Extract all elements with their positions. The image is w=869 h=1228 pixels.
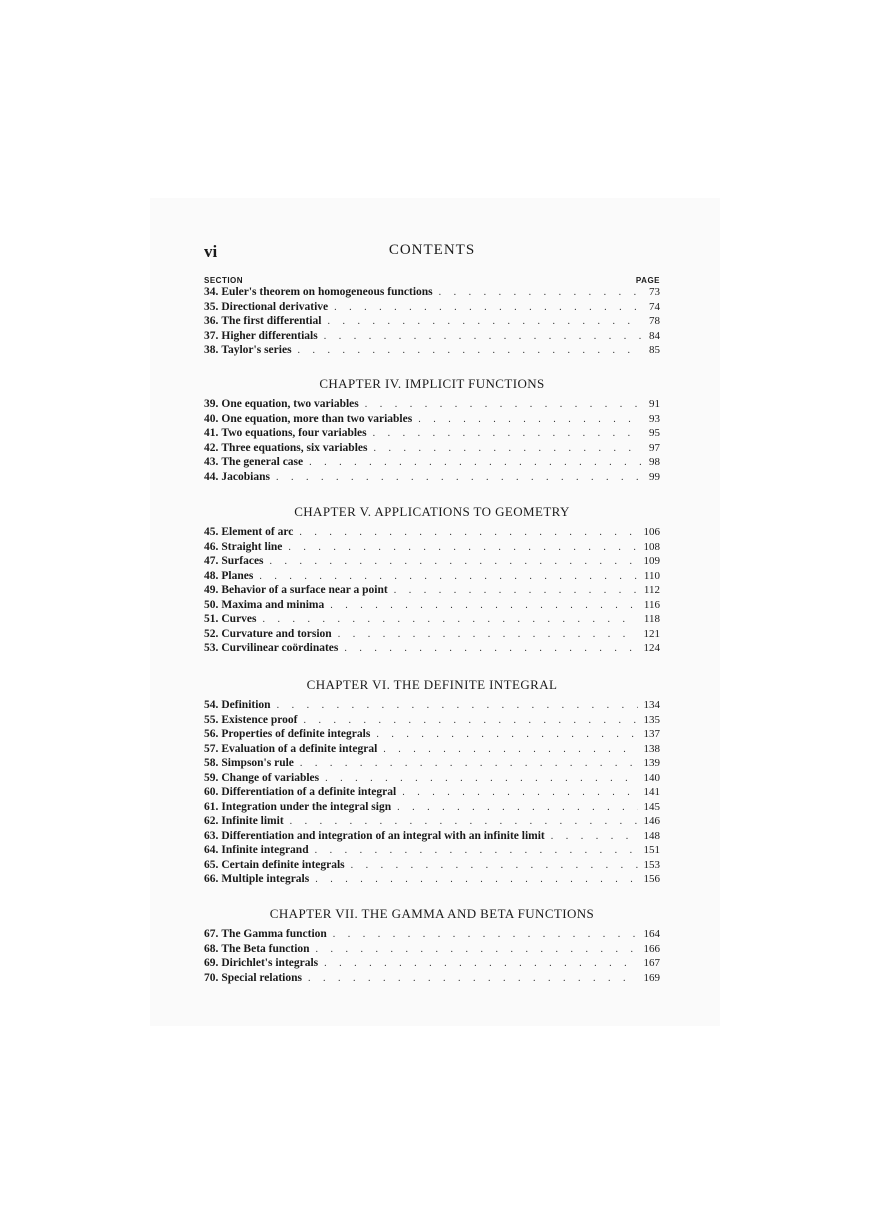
dot-leader: [276, 472, 643, 483]
toc-entry: [204, 301, 660, 316]
section-number: 42.: [204, 441, 219, 454]
page-column-heading: PAGE: [635, 276, 660, 285]
dot-leader: [298, 345, 643, 356]
toc-entry: [204, 413, 660, 428]
chapter-heading: CHAPTER VII. THE GAMMA AND BETA FUNCTIONS: [269, 906, 595, 921]
page-number: 146: [643, 815, 660, 827]
dot-leader: [300, 758, 638, 769]
page-number: 167: [643, 957, 660, 969]
chapter-heading: CHAPTER V. APPLICATIONS TO GEOMETRY: [294, 504, 570, 519]
page-number: 85: [649, 344, 660, 356]
page-number: 109: [643, 555, 660, 567]
section-number: 56.: [204, 728, 219, 740]
page-folio: vi: [204, 242, 218, 261]
toc-entry: [204, 526, 660, 541]
section-number: 39.: [204, 398, 219, 410]
section-title: Behavior of a surface near a point: [221, 584, 388, 596]
dot-leader: [309, 457, 643, 468]
toc-entry: [204, 859, 660, 874]
dot-leader: [299, 527, 637, 538]
running-title: CONTENTS: [388, 242, 476, 258]
section-title: Differentiation of a definite integral: [221, 786, 397, 798]
dot-leader: [418, 414, 643, 425]
section-title: Dirichlet's integrals: [221, 957, 319, 969]
section-title: Maxima and minima: [221, 598, 325, 611]
dot-leader: [338, 629, 638, 640]
dot-leader: [373, 443, 643, 454]
dot-leader: [402, 787, 637, 798]
section-number: 62.: [204, 815, 219, 827]
section-number: 58.: [204, 757, 219, 769]
toc-entry: [204, 344, 660, 359]
toc-entry: [204, 570, 660, 585]
section-title: Multiple integrals: [221, 873, 310, 885]
page-number: 98: [649, 456, 660, 468]
section-number: 45.: [204, 526, 219, 538]
section-title: Properties of definite integrals: [221, 728, 371, 740]
page-number: 106: [643, 526, 660, 538]
section-number: 69.: [204, 957, 219, 969]
section-title: Differentiation and integration of an integral with an infinite limit: [221, 829, 545, 842]
section-number: 50.: [204, 598, 219, 611]
page-number: 151: [643, 844, 660, 856]
dot-leader: [263, 614, 638, 625]
section-number: 46.: [204, 540, 219, 553]
page-number: 166: [643, 942, 660, 955]
page-number: 78: [649, 315, 660, 327]
toc-entry: [204, 928, 660, 943]
dot-leader: [270, 556, 638, 567]
toc-entry: [204, 286, 660, 301]
dot-leader: [315, 845, 638, 856]
dot-leader: [324, 958, 637, 969]
section-number: 66.: [204, 873, 219, 885]
section-number: 70.: [204, 971, 219, 984]
page-number: 153: [643, 858, 660, 871]
toc-entry: [204, 628, 660, 643]
section-title: Jacobians: [221, 470, 270, 483]
section-title: One equation, more than two variables: [221, 412, 413, 425]
section-title: Euler's theorem on homogeneous functions: [221, 286, 433, 298]
page-number: 116: [643, 598, 660, 611]
section-title: Integration under the integral sign: [221, 800, 392, 813]
dot-leader: [376, 729, 637, 740]
section-number: 64.: [204, 844, 219, 856]
toc-entry: [204, 699, 660, 714]
toc-entry: [204, 801, 660, 816]
toc-entry: [204, 757, 660, 772]
toc-entry: [204, 786, 660, 801]
dot-leader: [308, 973, 638, 984]
section-number: 60.: [204, 786, 219, 798]
page-number: 141: [643, 786, 660, 798]
section-number: 54.: [204, 699, 219, 711]
dot-leader: [277, 700, 638, 711]
section-number: 61.: [204, 800, 219, 813]
section-title: The Gamma function: [221, 928, 327, 940]
toc-entry: [204, 873, 660, 888]
section-title: Curvilinear coördinates: [221, 642, 339, 654]
section-title: Straight line: [221, 540, 283, 553]
entry-list: [204, 398, 660, 485]
dot-leader: [344, 643, 637, 654]
page-number: 91: [649, 398, 660, 410]
toc-entry: [204, 830, 660, 845]
page-number: 156: [643, 873, 660, 885]
section-title: Evaluation of a definite integral: [221, 742, 378, 755]
dot-leader: [333, 929, 638, 940]
section-number: 52.: [204, 627, 219, 640]
toc-entry: [204, 599, 660, 614]
toc-entry: [204, 541, 660, 556]
toc-entry: [204, 972, 660, 987]
toc-entry: [204, 442, 660, 457]
page-number: 134: [643, 699, 660, 711]
section-title: Planes: [221, 569, 254, 582]
section-title: Existence proof: [221, 713, 298, 726]
section-title: The Beta function: [221, 942, 310, 955]
dot-leader: [365, 399, 643, 410]
toc-entry: [204, 957, 660, 972]
page-number: 148: [643, 829, 660, 842]
toc-entry: [204, 398, 660, 413]
page-number: 73: [649, 286, 660, 298]
section-number: 47.: [204, 555, 219, 567]
page-number: 110: [643, 569, 660, 582]
dot-leader: [551, 831, 638, 842]
section-title: The general case: [221, 456, 304, 468]
section-number: 53.: [204, 642, 219, 654]
page-number: 145: [643, 800, 660, 813]
toc-entry: [204, 943, 660, 958]
dot-leader: [439, 287, 643, 298]
dot-leader: [325, 773, 637, 784]
chapter-heading: CHAPTER VI. THE DEFINITE INTEGRAL: [306, 677, 558, 692]
section-number: 43.: [204, 456, 219, 468]
section-title: Infinite limit: [221, 815, 284, 827]
section-number: 68.: [204, 942, 219, 955]
section-title: Curves: [221, 613, 257, 625]
page-number: 169: [643, 971, 660, 984]
section-title: Higher differentials: [221, 329, 318, 342]
dot-leader: [394, 585, 638, 596]
toc-entry: [204, 815, 660, 830]
dot-leader: [304, 715, 638, 726]
page-number: 164: [643, 928, 660, 940]
toc-entry: [204, 456, 660, 471]
toc-entry: [204, 613, 660, 628]
section-title: Directional derivative: [221, 300, 329, 313]
section-title: Certain definite integrals: [221, 858, 345, 871]
page-header: [204, 240, 660, 264]
section-number: 67.: [204, 928, 219, 940]
entry-list: [204, 526, 660, 657]
section-number: 59.: [204, 771, 219, 784]
page-number: 108: [643, 540, 660, 553]
page-number: 140: [643, 771, 660, 784]
section-number: 49.: [204, 584, 219, 596]
page-number: 121: [643, 627, 660, 640]
section-number: 51.: [204, 613, 219, 625]
dot-leader: [334, 302, 643, 313]
section-title: Surfaces: [221, 555, 264, 567]
toc-entry: [204, 728, 660, 743]
chapter-heading: CHAPTER IV. IMPLICIT FUNCTIONS: [319, 376, 545, 391]
page-number: 93: [649, 412, 660, 425]
dot-leader: [324, 331, 643, 342]
toc-entry: [204, 427, 660, 442]
page-number: 74: [649, 300, 660, 313]
section-number: 41.: [204, 427, 219, 439]
entry-list: [204, 699, 660, 888]
section-number: 40.: [204, 412, 219, 425]
page-number: 139: [643, 757, 660, 769]
section-column-heading: SECTION: [204, 276, 244, 285]
section-number: 34.: [204, 286, 219, 298]
page-number: 118: [643, 613, 660, 625]
dot-leader: [373, 428, 643, 439]
toc-entry: [204, 555, 660, 570]
dot-leader: [330, 600, 638, 611]
dot-leader: [290, 816, 638, 827]
toc-entry: [204, 330, 660, 345]
page-number: 137: [643, 728, 660, 740]
section-title: Taylor's series: [221, 344, 292, 356]
section-number: 44.: [204, 470, 219, 483]
dot-leader: [316, 944, 638, 955]
entry-list: [204, 286, 660, 359]
section-number: 38.: [204, 344, 219, 356]
page-number: 99: [649, 470, 660, 483]
page-number: 135: [643, 713, 660, 726]
section-number: 55.: [204, 713, 219, 726]
section-title: Three equations, six variables: [221, 441, 368, 454]
section-title: One equation, two variables: [221, 398, 359, 410]
section-number: 48.: [204, 569, 219, 582]
dot-leader: [327, 316, 643, 327]
section-number: 36.: [204, 315, 219, 327]
dot-leader: [259, 571, 638, 582]
toc-entry: [204, 844, 660, 859]
section-title: Special relations: [221, 971, 302, 984]
dot-leader: [288, 542, 637, 553]
section-title: Two equations, four variables: [221, 427, 367, 439]
page-number: 124: [643, 642, 660, 654]
section-title: Curvature and torsion: [221, 627, 332, 640]
dot-leader: [351, 860, 638, 871]
section-title: Change of variables: [221, 771, 320, 784]
page-number: 84: [649, 329, 660, 342]
section-number: 35.: [204, 300, 219, 313]
page-number: 138: [643, 742, 660, 755]
section-title: Element of arc: [221, 526, 294, 538]
toc-entry: [204, 642, 660, 657]
section-title: Simpson's rule: [221, 757, 294, 769]
toc-entry: [204, 714, 660, 729]
toc-entry: [204, 315, 660, 330]
dot-leader: [383, 744, 637, 755]
page-number: 97: [649, 441, 660, 454]
toc-entry: [204, 743, 660, 758]
entry-list: [204, 928, 660, 986]
dot-leader: [315, 874, 637, 885]
section-number: 37.: [204, 329, 219, 342]
toc-entry: [204, 772, 660, 787]
toc-entry: [204, 584, 660, 599]
page-number: 95: [649, 427, 660, 439]
section-number: 57.: [204, 742, 219, 755]
section-number: 65.: [204, 858, 219, 871]
dot-leader: [397, 802, 637, 813]
section-title: The first differential: [221, 315, 322, 327]
toc-entry: [204, 471, 660, 486]
section-number: 63.: [204, 829, 219, 842]
page-number: 112: [643, 584, 660, 596]
section-title: Definition: [221, 699, 271, 711]
section-title: Infinite integrand: [221, 844, 309, 856]
